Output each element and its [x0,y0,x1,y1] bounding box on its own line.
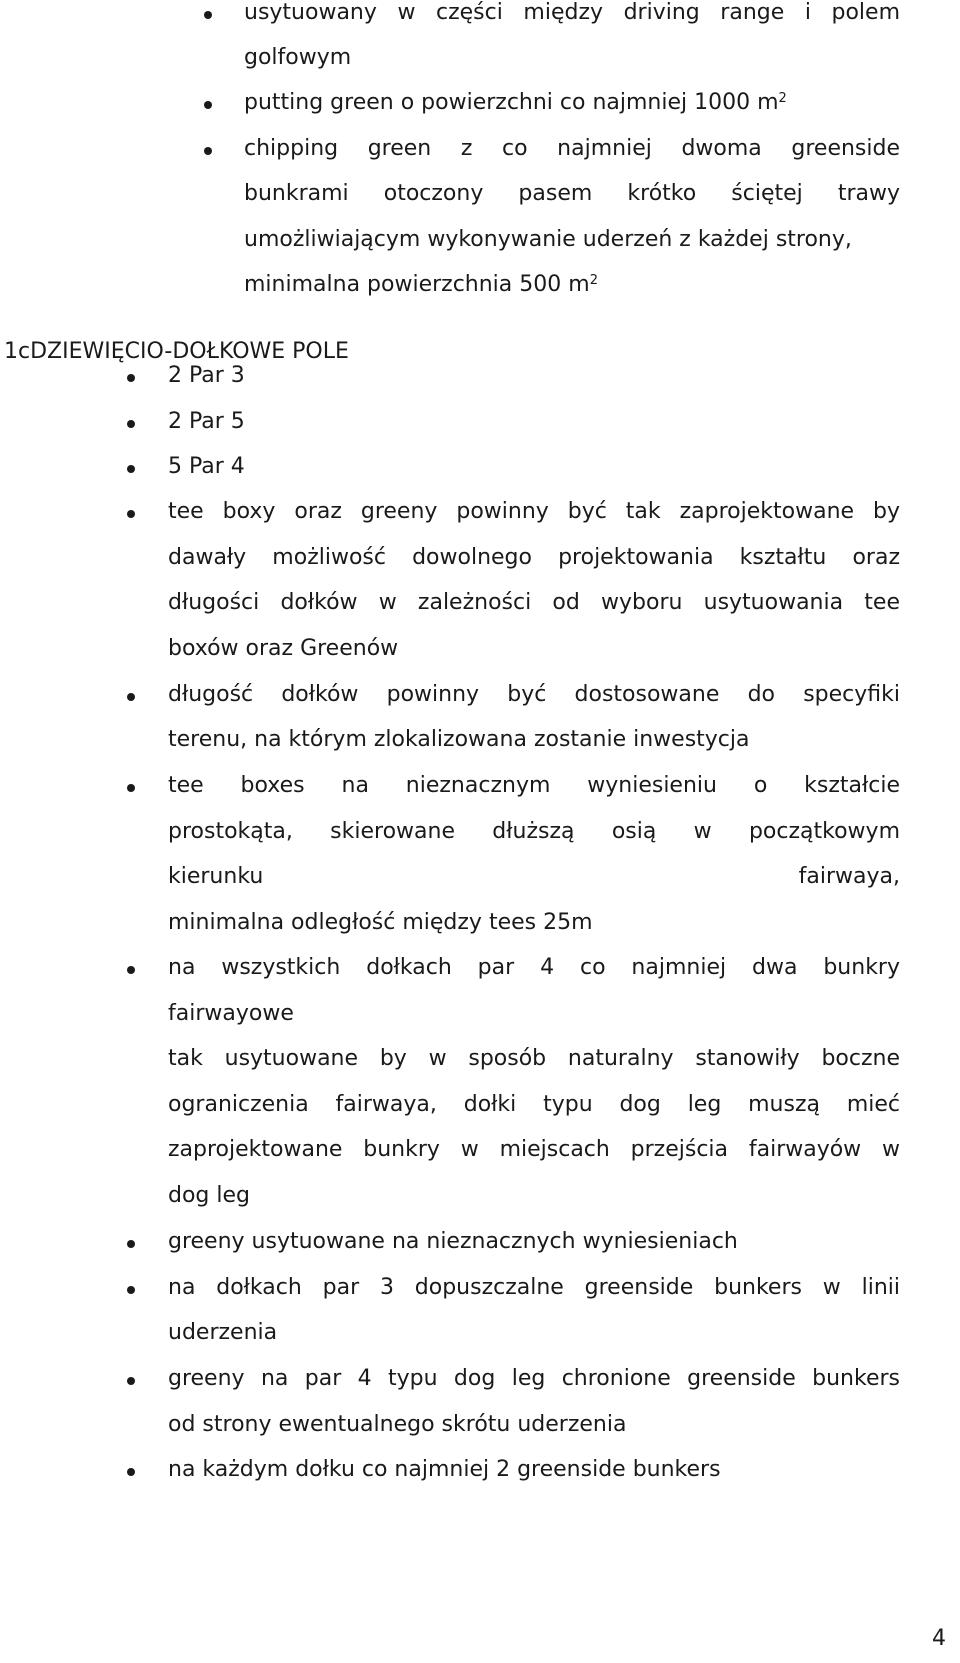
list-bullet [127,1286,135,1294]
list-bullet [127,784,135,792]
list-item-line: uderzenia [168,1320,278,1345]
list-item-line: terenu, na którym zlokalizowana zostanie inwestycja [168,727,750,752]
list-item-line: boxów oraz Greenów [168,636,399,661]
list-bullet [127,693,135,701]
list-item-line: na dołkach par 3 dopuszczalne greenside bunkers w linii [168,1275,900,1300]
list-bullet [204,101,212,109]
list-bullet [127,465,135,473]
list-item-line: chipping green z co najmniej dwoma greenside [244,136,900,161]
list-item-line: fairwayowe [168,1001,294,1026]
list-bullet [127,1377,135,1385]
list-bullet [127,1468,135,1476]
list-bullet [204,11,212,19]
list-item-line: prostokąta, skierowane dłuższą osią w początkowym [168,819,900,844]
list-bullet [127,1240,135,1248]
list-item-line: tak usytuowane by w sposób naturalny stanowiły boczne [168,1046,900,1071]
list-item-line: kierunku fairwaya, [168,864,900,889]
list-item-line: od strony ewentualnego skrótu uderzenia [168,1412,627,1437]
list-item-line: ograniczenia fairwaya, dołki typu dog leg muszą mieć [168,1092,900,1117]
list-item-line: minimalna powierzchnia 500 $m^2$ [244,272,598,297]
list-item-line: 2 Par 3 [168,363,245,388]
section-heading: 1cDZIEWIĘCIO-DOŁKOWE POLE [4,339,349,364]
list-item-line: tee boxy oraz greeny powinny być tak zaprojektowane by [168,499,900,524]
list-item-line: dawały możliwość dowolnego projektowania kształtu oraz [168,545,900,570]
list-item-line: greeny na par 4 typu dog leg chronione greenside bunkers [168,1366,900,1391]
list-item-line: tee boxes na nieznacznym wyniesieniu o kształcie [168,773,900,798]
list-item-line: umożliwiającym wykonywanie uderzeń z każdej strony, [244,227,852,252]
superscript: 2 [778,91,787,106]
list-item-line: usytuowany w części między driving range i polem [244,0,900,25]
list-item-line: długość dołków powinny być dostosowane do specyfiki [168,682,900,707]
list-item-line: na każdym dołku co najmniej 2 greenside bunkers [168,1457,721,1482]
list-item-line: na wszystkich dołkach par 4 co najmniej dwa bunkry [168,955,900,980]
list-item-line: zaprojektowane bunkry w miejscach przejścia fairwayów w [168,1137,900,1162]
list-bullet [127,966,135,974]
list-item-line: bunkrami otoczony pasem krótko ściętej trawy [244,181,900,206]
list-bullet [204,147,212,155]
list-item-line: golfowym [244,45,352,70]
list-item-line: putting green o powierzchni co najmniej 1000 $m^2$ [244,90,787,115]
superscript: 2 [589,273,598,288]
list-item-line: długości dołków w zależności od wyboru usytuowania tee [168,590,900,615]
page-number: 4 [932,1626,946,1651]
list-bullet [127,510,135,518]
list-item-line: dog leg [168,1183,250,1208]
list-item-line: minimalna odległość między tees 25m [168,910,593,935]
list-item-line: greeny usytuowane na nieznacznych wyniesieniach [168,1229,738,1254]
list-bullet [127,420,135,428]
list-bullet [127,374,135,382]
list-item-line: 5 Par 4 [168,454,245,479]
list-item-line: 2 Par 5 [168,409,245,434]
